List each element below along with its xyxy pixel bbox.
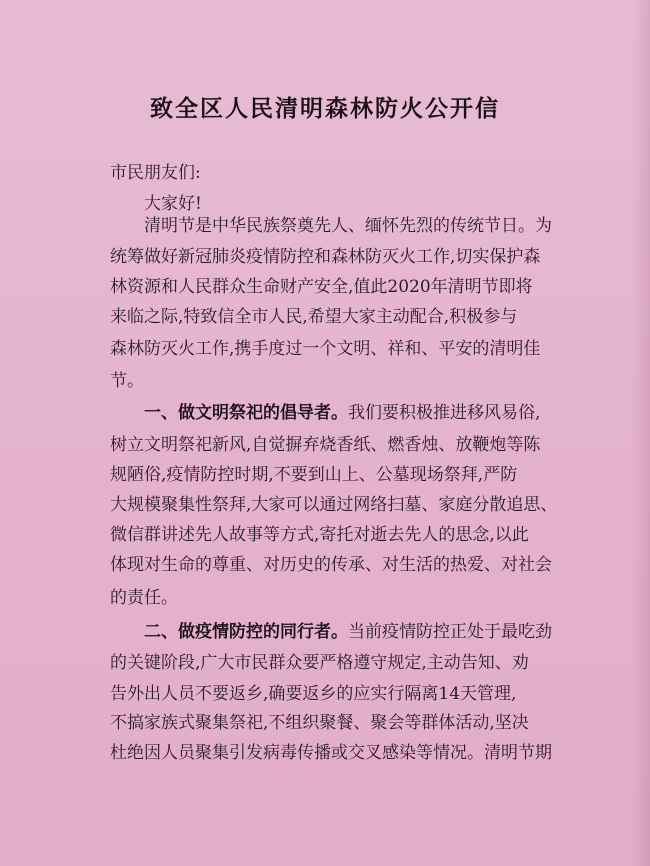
section1-line: 规陋俗,疫情防控时期,不要到山上、公墓现场祭拜,严防 <box>110 465 518 485</box>
greeting: 大家好! <box>144 194 202 214</box>
section1-line: 大规模聚集性祭拜,大家可以通过网络扫墓、家庭分散追思、 <box>110 495 558 515</box>
section1-first-line <box>144 398 540 423</box>
section2-line: 不搞家族式聚集祭祀,不组织聚餐、聚会等群体活动,坚决 <box>110 713 529 733</box>
document-title: 致全区人民清明森林防火公开信 <box>150 96 500 122</box>
section2-heading: 二、做疫情防控的同行者。 <box>144 622 348 642</box>
section2-line: 杜绝因人员聚集引发病毒传播或交叉感染等情况。清明节期 <box>110 743 552 763</box>
page-edge-shadow <box>632 0 650 866</box>
paragraph-line: 统筹做好新冠肺炎疫情防控和森林防灭火工作,切实保护森 <box>110 247 541 267</box>
section1-first-line-text: 我们要积极推进移风易俗, <box>348 403 541 423</box>
paragraph-line: 森林防灭火工作,携手度过一个文明、祥和、平安的清明佳 <box>110 339 541 359</box>
section2-first-line-text: 当前疫情防控正处于最吃劲 <box>348 622 552 642</box>
section1-line: 微信群讲述先人故事等方式,寄托对逝去先人的思念,以此 <box>110 525 529 545</box>
paragraph-line: 节。 <box>110 371 144 391</box>
section2-line: 告外出人员不要返乡,确要返乡的应实行隔离14天管理, <box>110 684 517 704</box>
paragraph-line: 清明节是中华民族祭奠先人、缅怀先烈的传统节日。为 <box>144 216 552 236</box>
section1-line: 体现对生命的尊重、对历史的传承、对生活的热爱、对社会 <box>110 555 552 575</box>
paragraph-line: 林资源和人民群众生命财产安全,值此2020年清明节即将 <box>110 277 533 297</box>
section2-first-line <box>144 617 552 642</box>
section1-line: 树立文明祭祀新风,自觉摒弃烧香纸、燃香烛、放鞭炮等陈 <box>110 435 541 455</box>
salutation: 市民朋友们: <box>110 163 201 183</box>
section1-heading: 一、做文明祭祀的倡导者。 <box>144 403 348 423</box>
section2-line: 的关键阶段,广大市民群众要严格遵守规定,主动告知、劝 <box>110 653 529 673</box>
paragraph-line: 来临之际,特致信全市人民,希望大家主动配合,积极参与 <box>110 307 518 327</box>
section1-line: 的责任。 <box>110 588 178 608</box>
